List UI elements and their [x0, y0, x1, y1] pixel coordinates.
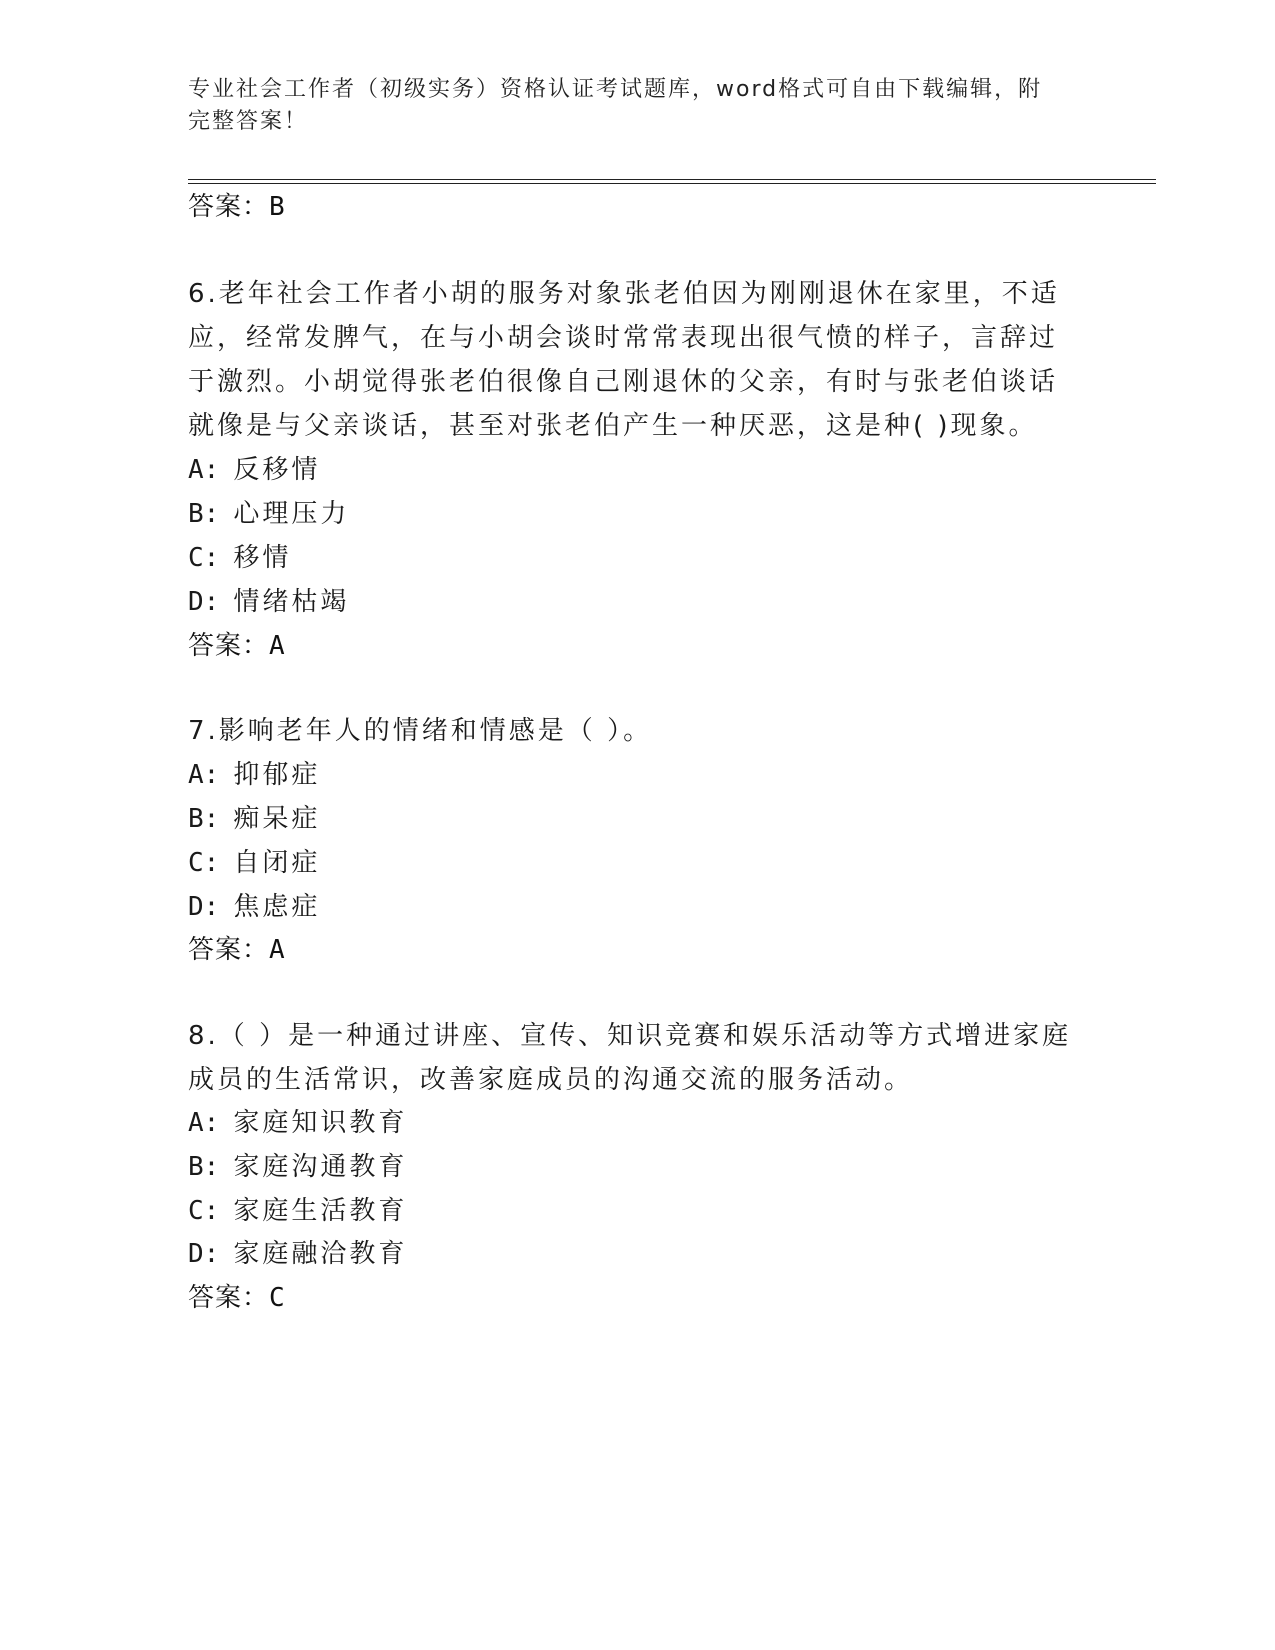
- option-text: 心理压力: [233, 499, 350, 529]
- option-letter: A:: [188, 760, 220, 790]
- option-text: 痴呆症: [233, 804, 321, 834]
- question-6-answer: [188, 625, 285, 662]
- question-8-option-d: [188, 1233, 407, 1270]
- question-6-stem-line: 就像是与父亲谈话，甚至对张老伯产生一种厌恶，这是种( )现象。: [188, 411, 1038, 441]
- question-8-stem-line: 成员的生活常识，改善家庭成员的沟通交流的服务活动。: [188, 1065, 914, 1095]
- question-8-stem-line: 8.（ ）是一种通过讲座、宣传、知识竞赛和娱乐活动等方式增进家庭: [188, 1021, 1072, 1051]
- option-letter: A:: [188, 1108, 220, 1138]
- question-7-option-b: [188, 798, 320, 835]
- header-divider-top: [188, 179, 1156, 180]
- answer-label: 答案：: [188, 935, 270, 965]
- answer-label: 答案：: [188, 192, 270, 222]
- question-8-option-a: [188, 1102, 407, 1139]
- option-text: 家庭沟通教育: [233, 1152, 408, 1182]
- option-letter: D:: [188, 892, 220, 922]
- option-letter: B:: [188, 1152, 220, 1182]
- document-header: [188, 74, 1088, 138]
- answer-label: 答案：: [188, 631, 270, 661]
- answer-value: C: [269, 1283, 285, 1313]
- question-8-option-c: [188, 1190, 407, 1227]
- option-letter: D:: [188, 1239, 220, 1269]
- question-6-stem-line: 6.老年社会工作者小胡的服务对象张老伯因为刚刚退休在家里，不适: [188, 279, 1060, 309]
- option-text: 反移情: [233, 455, 321, 485]
- option-text: 焦虑症: [233, 892, 321, 922]
- option-text: 抑郁症: [233, 760, 321, 790]
- question-7-option-a: [188, 754, 320, 791]
- answer-value: A: [269, 935, 285, 965]
- question-6-stem-line: 于激烈。小胡觉得张老伯很像自己刚退休的父亲，有时与张老伯谈话: [188, 367, 1059, 397]
- question-7-answer: [188, 929, 285, 966]
- question-6-option-d: [188, 581, 349, 618]
- option-letter: C:: [188, 543, 220, 573]
- header-divider-bottom: [188, 183, 1156, 184]
- option-letter: C:: [188, 1196, 220, 1226]
- question-7-stem-line: 7.影响老年人的情绪和情感是（ ）。: [188, 716, 653, 746]
- answer-prev: [188, 186, 285, 223]
- header-line-2: 完整答案！: [188, 109, 309, 134]
- option-letter: D:: [188, 587, 220, 617]
- option-text: 情绪枯竭: [233, 587, 350, 617]
- question-6-option-c: [188, 537, 291, 574]
- option-text: 家庭融洽教育: [233, 1239, 408, 1269]
- question-8-option-b: [188, 1146, 407, 1183]
- option-text: 自闭症: [233, 848, 321, 878]
- option-text: 家庭知识教育: [233, 1108, 408, 1138]
- answer-value: B: [269, 192, 285, 222]
- option-letter: A:: [188, 455, 220, 485]
- question-8-answer: [188, 1277, 285, 1314]
- option-text: 家庭生活教育: [233, 1196, 408, 1226]
- option-letter: B:: [188, 804, 220, 834]
- question-6-option-a: [188, 449, 320, 486]
- option-letter: B:: [188, 499, 220, 529]
- header-line-1: 专业社会工作者（初级实务）资格认证考试题库，word格式可自由下载编辑，附: [188, 77, 1043, 102]
- question-7-option-d: [188, 886, 320, 923]
- question-6-option-b: [188, 493, 349, 530]
- answer-value: A: [269, 631, 285, 661]
- option-text: 移情: [233, 543, 292, 573]
- question-7-option-c: [188, 842, 320, 879]
- question-6-stem-line: 应，经常发脾气，在与小胡会谈时常常表现出很气愤的样子，言辞过: [188, 323, 1059, 353]
- answer-label: 答案：: [188, 1283, 270, 1313]
- option-letter: C:: [188, 848, 220, 878]
